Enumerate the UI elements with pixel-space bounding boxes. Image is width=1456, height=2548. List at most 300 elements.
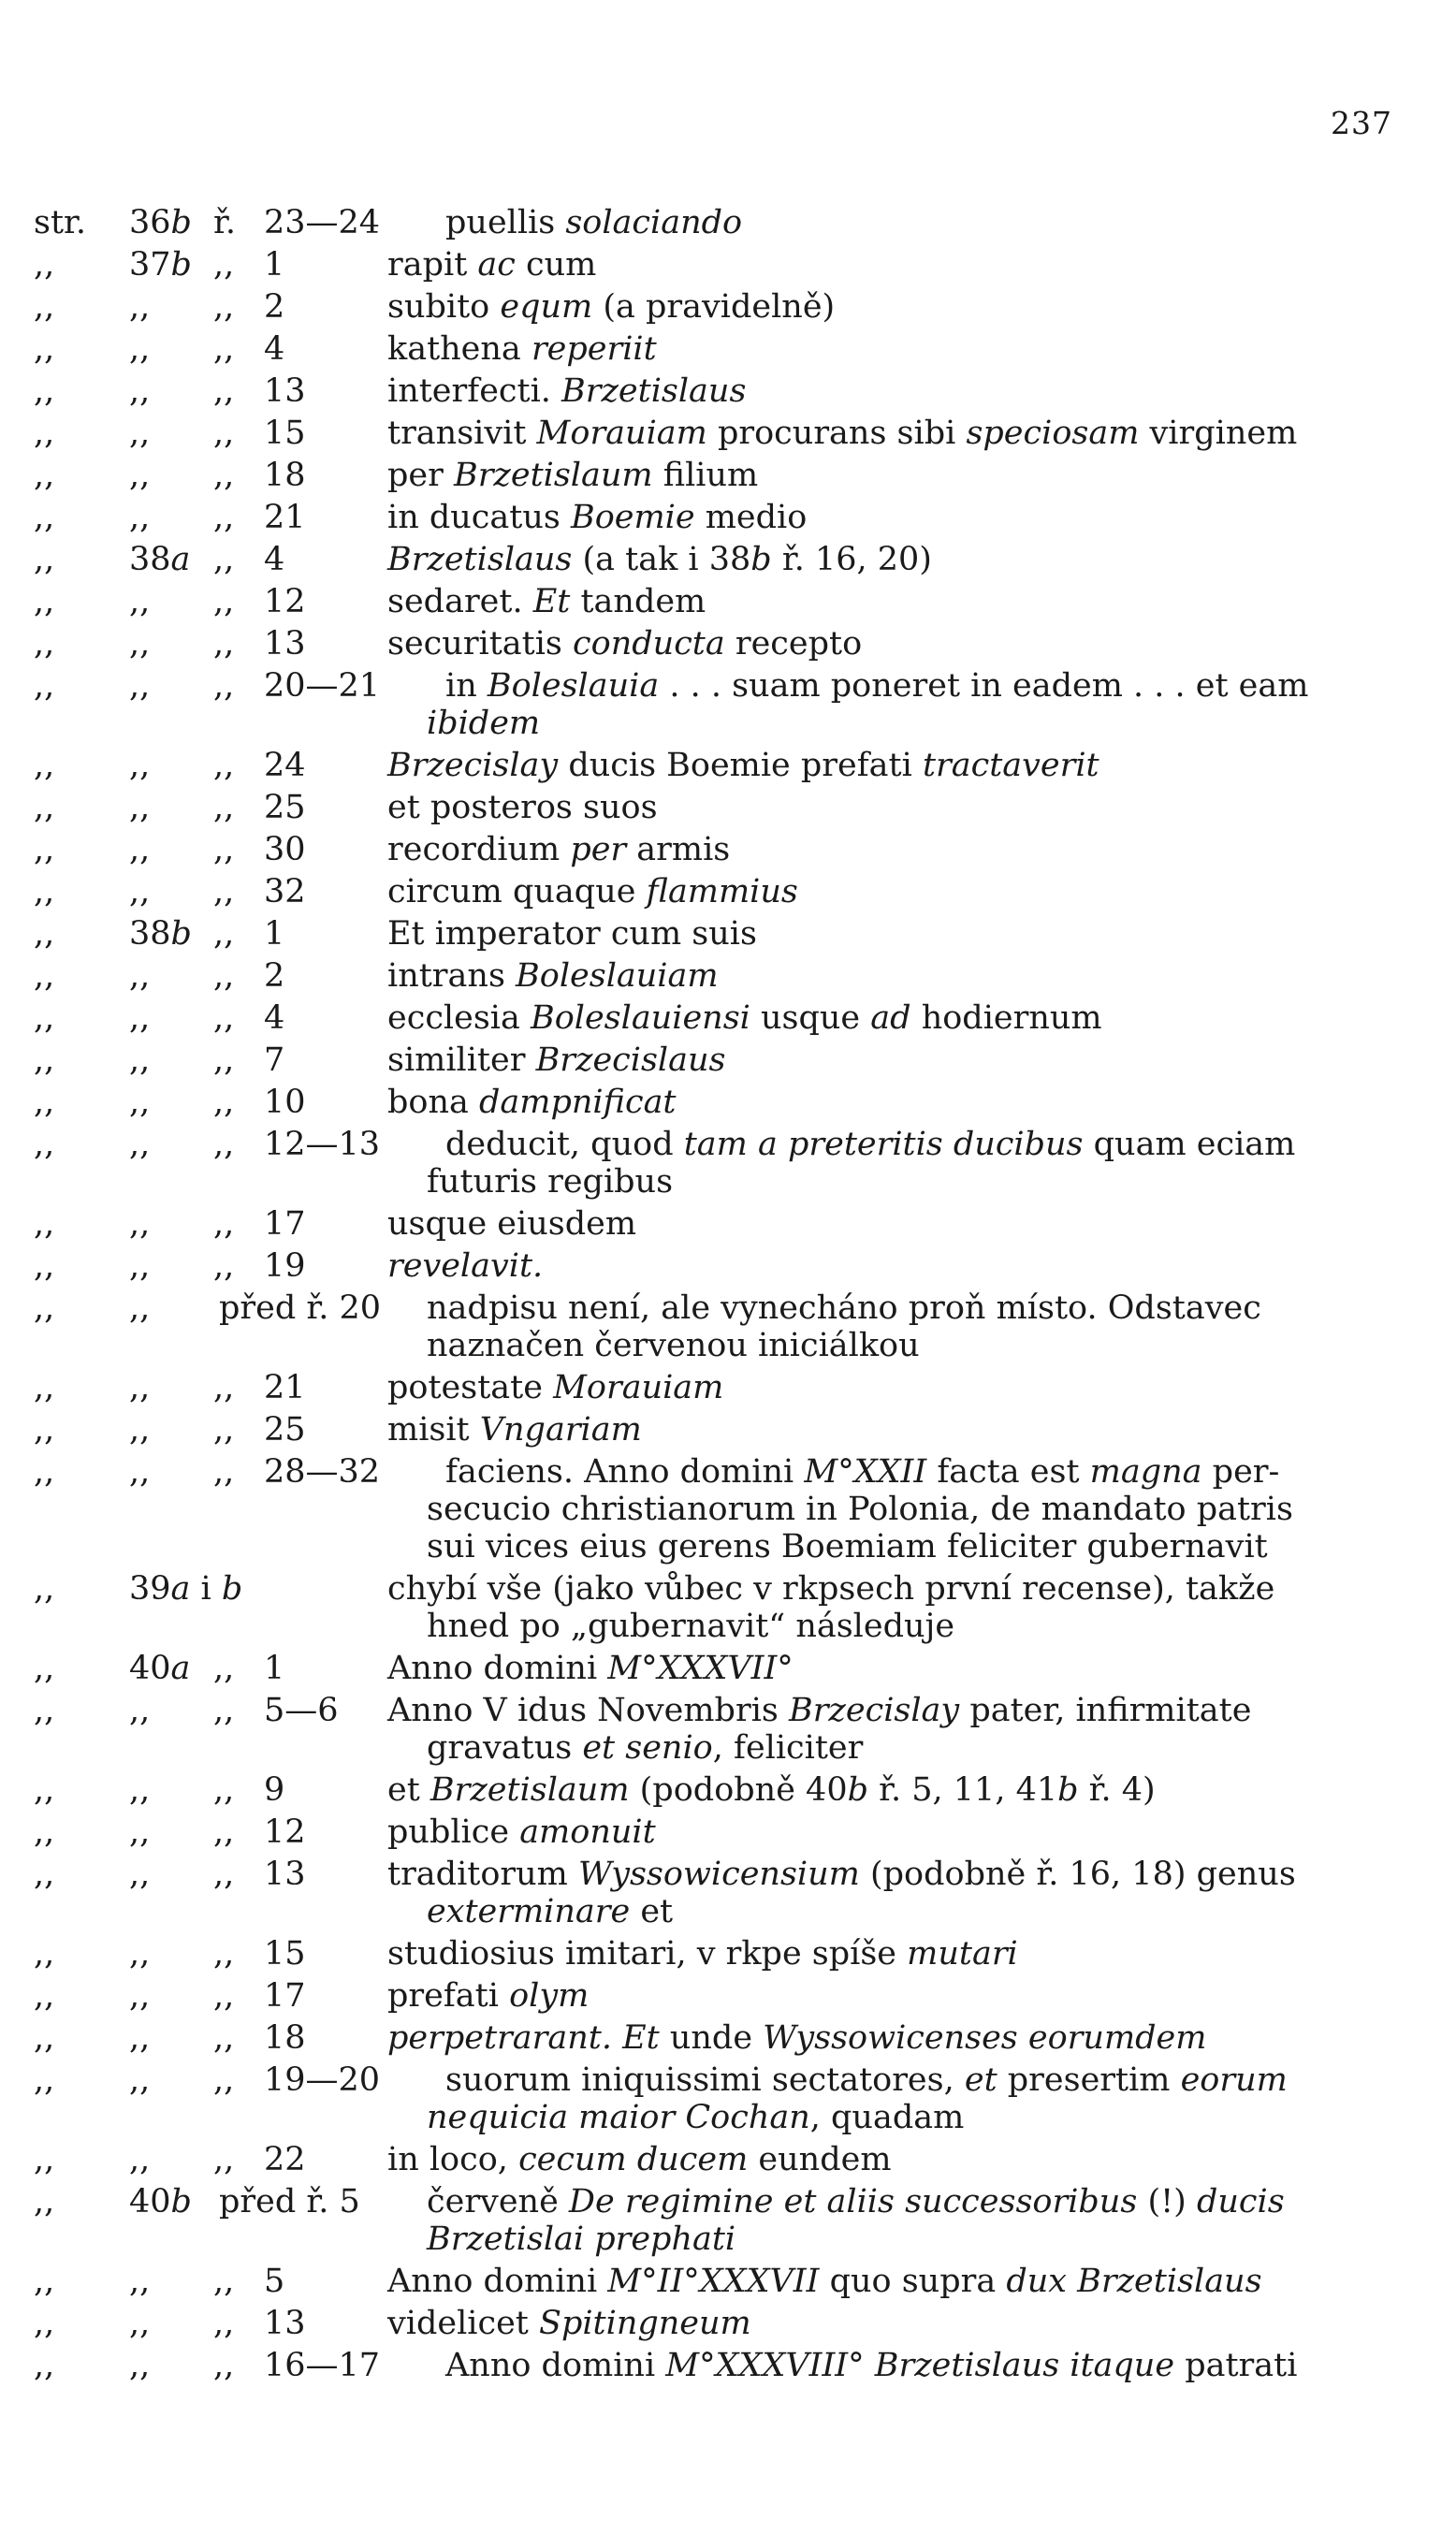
entry-text: usque eiusdem bbox=[387, 1205, 637, 1243]
entry-text: securitatis conducta recepto bbox=[387, 625, 863, 662]
leaf-ref: ,, bbox=[129, 1977, 151, 2015]
row-mark: ,, bbox=[213, 457, 235, 494]
entry-text: Et imperator cum suis bbox=[387, 915, 757, 953]
entry-text: Anno domini M°II°XXXVII quo supra dux Brzetislaus bbox=[387, 2263, 1262, 2300]
row-mark: ,, bbox=[213, 499, 235, 536]
entry-line bbox=[34, 1935, 1419, 1973]
page-ref: ,, bbox=[34, 2305, 55, 2342]
leaf-ref: ,, bbox=[129, 288, 151, 326]
row-mark: ,, bbox=[213, 1369, 235, 1406]
apparatus-list bbox=[34, 204, 1419, 2389]
line-number: 13 bbox=[264, 372, 306, 410]
leaf-ref: ,, bbox=[129, 789, 151, 826]
entry-line bbox=[34, 1771, 1419, 1809]
line-number: 19 bbox=[264, 1247, 306, 1285]
row-mark: ,, bbox=[213, 1692, 235, 1729]
entry-text: Anno V idus Novembris Brzecislay pater, infirmitate bbox=[387, 1692, 1252, 1729]
entry-line bbox=[34, 1856, 1419, 1893]
row-mark: ,, bbox=[213, 583, 235, 620]
leaf-ref: ,, bbox=[129, 1856, 151, 1893]
apparatus-entry bbox=[34, 499, 1419, 536]
line-number: 5—6 bbox=[264, 1692, 339, 1729]
row-mark: ,, bbox=[213, 747, 235, 784]
apparatus-entry bbox=[34, 1041, 1419, 1079]
entry-line bbox=[34, 246, 1419, 284]
row-mark: ,, bbox=[213, 625, 235, 662]
apparatus-entry bbox=[34, 457, 1419, 494]
entry-text: recordium per armis bbox=[387, 831, 731, 868]
apparatus-entry bbox=[34, 873, 1419, 910]
leaf-ref: ,, bbox=[129, 667, 151, 705]
line-number: 21 bbox=[264, 499, 306, 536]
entry-line bbox=[34, 415, 1419, 452]
entry-continuation-line bbox=[34, 1893, 1419, 1930]
line-number: 24 bbox=[264, 747, 306, 784]
apparatus-entry bbox=[34, 372, 1419, 410]
line-number: 22 bbox=[264, 2141, 306, 2178]
entry-line bbox=[34, 625, 1419, 662]
page-ref: ,, bbox=[34, 1041, 55, 1079]
row-mark: ,, bbox=[213, 288, 235, 326]
leaf-ref: ,, bbox=[129, 2347, 151, 2384]
entry-text: traditorum Wyssowicensium (podobně ř. 16, 18) genus bbox=[387, 1856, 1296, 1893]
row-mark: ,, bbox=[213, 1813, 235, 1851]
leaf-ref: ,, bbox=[129, 831, 151, 868]
line-number: 25 bbox=[264, 789, 306, 826]
entry-text: červeně De regimine et aliis successoribus (!) ducis bbox=[427, 2183, 1285, 2220]
apparatus-entry bbox=[34, 915, 1419, 953]
entry-line bbox=[34, 1813, 1419, 1851]
apparatus-entry bbox=[34, 1369, 1419, 1406]
entry-line bbox=[34, 667, 1419, 705]
line-number: 18 bbox=[264, 457, 306, 494]
leaf-ref: ,, bbox=[129, 1126, 151, 1163]
apparatus-entry bbox=[34, 2061, 1419, 2136]
line-number: 13 bbox=[264, 2305, 306, 2342]
entry-line bbox=[34, 1369, 1419, 1406]
line-number: 28—32 bbox=[264, 1453, 381, 1491]
page-ref: ,, bbox=[34, 915, 55, 953]
entry-text: et Brzetislaum (podobně 40b ř. 5, 11, 41b ř. 4) bbox=[387, 1771, 1156, 1809]
entry-line bbox=[34, 789, 1419, 826]
line-number: 17 bbox=[264, 1977, 306, 2015]
entry-line bbox=[34, 1411, 1419, 1449]
row-mark: ,, bbox=[213, 246, 235, 284]
apparatus-entry bbox=[34, 1650, 1419, 1687]
leaf-ref: 37b bbox=[129, 246, 192, 284]
entry-text: similiter Brzecislaus bbox=[387, 1041, 726, 1079]
line-number: 12 bbox=[264, 1813, 306, 1851]
leaf-ref: ,, bbox=[129, 1453, 151, 1491]
page-ref: ,, bbox=[34, 1369, 55, 1406]
page-ref: ,, bbox=[34, 330, 55, 368]
apparatus-entry bbox=[34, 415, 1419, 452]
page-ref: ,, bbox=[34, 999, 55, 1037]
entry-text: bona dampnificat bbox=[387, 1084, 677, 1121]
page-ref: ,, bbox=[34, 1771, 55, 1809]
entry-line bbox=[34, 2347, 1419, 2384]
apparatus-entry bbox=[34, 1570, 1419, 1645]
row-mark: ř. bbox=[213, 204, 237, 241]
apparatus-entry bbox=[34, 667, 1419, 742]
entry-line bbox=[34, 1247, 1419, 1285]
entry-text: revelavit. bbox=[387, 1247, 544, 1285]
row-mark: ,, bbox=[213, 2061, 235, 2099]
entry-text: Brzetislai prephati bbox=[427, 2220, 736, 2258]
page-ref: ,, bbox=[34, 1247, 55, 1285]
row-mark: ,, bbox=[213, 1084, 235, 1121]
entry-text: futuris regibus bbox=[427, 1163, 674, 1201]
row-mark: ,, bbox=[213, 1126, 235, 1163]
entry-text: interfecti. Brzetislaus bbox=[387, 372, 747, 410]
entry-text: deducit, quod tam a preteritis ducibus quam eciam bbox=[445, 1126, 1296, 1163]
leaf-ref: ,, bbox=[129, 1935, 151, 1973]
row-mark: ,, bbox=[213, 831, 235, 868]
entry-text: misit Vngariam bbox=[387, 1411, 642, 1449]
apparatus-entry bbox=[34, 583, 1419, 620]
entry-line bbox=[34, 1650, 1419, 1687]
line-number: 15 bbox=[264, 415, 306, 452]
apparatus-entry bbox=[34, 2347, 1419, 2384]
line-number: 25 bbox=[264, 1411, 306, 1449]
apparatus-entry bbox=[34, 2019, 1419, 2057]
apparatus-entry bbox=[34, 2141, 1419, 2178]
entry-text: in loco, cecum ducem eundem bbox=[387, 2141, 892, 2178]
line-number: 15 bbox=[264, 1935, 306, 1973]
line-number: 13 bbox=[264, 625, 306, 662]
row-mark: ,, bbox=[213, 1411, 235, 1449]
entry-text: publice amonuit bbox=[387, 1813, 656, 1851]
line-number: 18 bbox=[264, 2019, 306, 2057]
leaf-ref: ,, bbox=[129, 1289, 151, 1327]
entry-text: Brzecislay ducis Boemie prefati tractaverit bbox=[387, 747, 1099, 784]
page-ref: ,, bbox=[34, 499, 55, 536]
entry-line bbox=[34, 1084, 1419, 1121]
line-number: 2 bbox=[264, 957, 285, 995]
entry-line bbox=[34, 2061, 1419, 2099]
apparatus-entry bbox=[34, 1411, 1419, 1449]
entry-text: suorum iniquissimi sectatores, et presertim eorum bbox=[445, 2061, 1288, 2099]
entry-line bbox=[34, 2019, 1419, 2057]
leaf-ref: ,, bbox=[129, 1771, 151, 1809]
entry-text: faciens. Anno domini M°XXII facta est magna per- bbox=[445, 1453, 1280, 1491]
page-ref: ,, bbox=[34, 1453, 55, 1491]
apparatus-entry bbox=[34, 1289, 1419, 1364]
row-mark: ,, bbox=[213, 2141, 235, 2178]
entry-text: perpetrarant. Et unde Wyssowicenses eorumdem bbox=[387, 2019, 1207, 2057]
page-ref: ,, bbox=[34, 831, 55, 868]
entry-text: videlicet Spitingneum bbox=[387, 2305, 751, 2342]
row-mark: ,, bbox=[213, 2305, 235, 2342]
row-mark: ,, bbox=[213, 415, 235, 452]
page-ref: ,, bbox=[34, 2183, 55, 2220]
entry-continuation-line bbox=[34, 1608, 1419, 1645]
entry-continuation-line bbox=[34, 1327, 1419, 1364]
entry-text: potestate Morauiam bbox=[387, 1369, 724, 1406]
leaf-ref: ,, bbox=[129, 873, 151, 910]
page-ref: ,, bbox=[34, 625, 55, 662]
entry-line bbox=[34, 873, 1419, 910]
entry-line bbox=[34, 1692, 1419, 1729]
entry-line bbox=[34, 2263, 1419, 2300]
line-number: 20—21 bbox=[264, 667, 381, 705]
row-mark: ,, bbox=[213, 1247, 235, 1285]
line-number: 17 bbox=[264, 1205, 306, 1243]
line-prefix: před ř. 20 bbox=[219, 1289, 382, 1327]
row-mark: ,, bbox=[213, 789, 235, 826]
entry-text: rapit ac cum bbox=[387, 246, 597, 284]
line-number: 21 bbox=[264, 1369, 306, 1406]
entry-line bbox=[34, 957, 1419, 995]
page-ref: ,, bbox=[34, 583, 55, 620]
leaf-ref: ,, bbox=[129, 957, 151, 995]
leaf-ref: 40a bbox=[129, 1650, 191, 1687]
leaf-ref: 38a bbox=[129, 541, 191, 578]
row-mark: ,, bbox=[213, 999, 235, 1037]
apparatus-entry bbox=[34, 2263, 1419, 2300]
entry-line bbox=[34, 499, 1419, 536]
page-ref: ,, bbox=[34, 541, 55, 578]
entry-continuation-line bbox=[34, 705, 1419, 742]
apparatus-entry bbox=[34, 1247, 1419, 1285]
entry-line bbox=[34, 999, 1419, 1037]
row-mark: ,, bbox=[213, 1205, 235, 1243]
row-mark: ,, bbox=[213, 1856, 235, 1893]
row-mark: ,, bbox=[213, 1977, 235, 2015]
entry-continuation-line bbox=[34, 2099, 1419, 2136]
page-ref: ,, bbox=[34, 1205, 55, 1243]
apparatus-entry bbox=[34, 246, 1419, 284]
row-mark: ,, bbox=[213, 330, 235, 368]
page-ref: ,, bbox=[34, 457, 55, 494]
leaf-ref: ,, bbox=[129, 1205, 151, 1243]
leaf-ref: ,, bbox=[129, 1411, 151, 1449]
line-number: 12 bbox=[264, 583, 306, 620]
page-ref: ,, bbox=[34, 415, 55, 452]
apparatus-entry bbox=[34, 2183, 1419, 2258]
row-mark: ,, bbox=[213, 541, 235, 578]
row-mark: ,, bbox=[213, 1650, 235, 1687]
line-number: 1 bbox=[264, 915, 285, 953]
leaf-ref: 38b bbox=[129, 915, 192, 953]
leaf-ref: ,, bbox=[129, 747, 151, 784]
apparatus-entry bbox=[34, 204, 1419, 241]
entry-text: nadpisu není, ale vynecháno proň místo. Odstavec bbox=[427, 1289, 1261, 1327]
leaf-ref: ,, bbox=[129, 583, 151, 620]
leaf-ref: ,, bbox=[129, 415, 151, 452]
leaf-ref: ,, bbox=[129, 2263, 151, 2300]
row-mark: ,, bbox=[213, 873, 235, 910]
line-number: 32 bbox=[264, 873, 306, 910]
entry-text: hned po „gubernavit“ následuje bbox=[427, 1608, 955, 1645]
leaf-ref: ,, bbox=[129, 1369, 151, 1406]
entry-line bbox=[34, 1041, 1419, 1079]
leaf-ref: 36b bbox=[129, 204, 192, 241]
entry-text: kathena reperiit bbox=[387, 330, 657, 368]
entry-text: et posteros suos bbox=[387, 789, 658, 826]
page-ref: ,, bbox=[34, 1289, 55, 1327]
entry-line bbox=[34, 2183, 1419, 2220]
leaf-ref: ,, bbox=[129, 1247, 151, 1285]
row-mark: ,, bbox=[213, 915, 235, 953]
line-number: 12—13 bbox=[264, 1126, 381, 1163]
entry-text: secucio christianorum in Polonia, de mandato patris bbox=[427, 1491, 1293, 1528]
row-mark: ,, bbox=[213, 2019, 235, 2057]
leaf-ref: ,, bbox=[129, 999, 151, 1037]
page-ref: ,, bbox=[34, 2263, 55, 2300]
apparatus-entry bbox=[34, 747, 1419, 784]
entry-line bbox=[34, 288, 1419, 326]
entry-text: ibidem bbox=[427, 705, 541, 742]
apparatus-entry bbox=[34, 957, 1419, 995]
entry-line bbox=[34, 330, 1419, 368]
entry-text: prefati olym bbox=[387, 1977, 590, 2015]
leaf-ref: ,, bbox=[129, 2019, 151, 2057]
page-ref: ,, bbox=[34, 1650, 55, 1687]
page-ref: ,, bbox=[34, 372, 55, 410]
entry-text: studiosius imitari, v rkpe spíše mutari bbox=[387, 1935, 1018, 1973]
row-mark: ,, bbox=[213, 2263, 235, 2300]
row-mark: ,, bbox=[213, 1771, 235, 1809]
entry-text: Anno domini M°XXXVII° bbox=[387, 1650, 794, 1687]
leaf-ref: ,, bbox=[129, 1813, 151, 1851]
entry-text: in ducatus Boemie medio bbox=[387, 499, 808, 536]
entry-text: circum quaque flammius bbox=[387, 873, 798, 910]
leaf-ref: ,, bbox=[129, 330, 151, 368]
entry-text: nequicia maior Cochan, quadam bbox=[427, 2099, 965, 2136]
entry-line bbox=[34, 541, 1419, 578]
entry-continuation-line bbox=[34, 1491, 1419, 1528]
page-ref: ,, bbox=[34, 747, 55, 784]
page-ref: ,, bbox=[34, 288, 55, 326]
page-ref: ,, bbox=[34, 1692, 55, 1729]
line-number: 16—17 bbox=[264, 2347, 381, 2384]
leaf-ref: ,, bbox=[129, 1692, 151, 1729]
apparatus-entry bbox=[34, 1205, 1419, 1243]
entry-line bbox=[34, 2305, 1419, 2342]
entry-text: transivit Morauiam procurans sibi speciosam virginem bbox=[387, 415, 1298, 452]
apparatus-entry bbox=[34, 1935, 1419, 1973]
entry-text: sui vices eius gerens Boemiam feliciter gubernavit bbox=[427, 1528, 1268, 1565]
page-ref: ,, bbox=[34, 246, 55, 284]
page-ref: ,, bbox=[34, 1411, 55, 1449]
entry-line bbox=[34, 204, 1419, 241]
entry-text: Brzetislaus (a tak i 38b ř. 16, 20) bbox=[387, 541, 932, 578]
line-number: 4 bbox=[264, 541, 285, 578]
line-prefix: před ř. 5 bbox=[219, 2183, 360, 2220]
line-number: 9 bbox=[264, 1771, 285, 1809]
entry-continuation-line bbox=[34, 1729, 1419, 1767]
leaf-ref: 40b bbox=[129, 2183, 192, 2220]
entry-continuation-line bbox=[34, 1163, 1419, 1201]
page-ref: ,, bbox=[34, 957, 55, 995]
apparatus-entry bbox=[34, 2305, 1419, 2342]
entry-line bbox=[34, 1289, 1419, 1327]
line-number: 1 bbox=[264, 246, 285, 284]
leaf-ref: ,, bbox=[129, 457, 151, 494]
page-ref: ,, bbox=[34, 2061, 55, 2099]
entry-text: chybí vše (jako vůbec v rkpsech první recense), takže bbox=[387, 1570, 1275, 1608]
entry-line bbox=[34, 2141, 1419, 2178]
row-mark: ,, bbox=[213, 372, 235, 410]
page-ref: ,, bbox=[34, 1977, 55, 2015]
entry-line bbox=[34, 1453, 1419, 1491]
entry-line bbox=[34, 457, 1419, 494]
page-ref: ,, bbox=[34, 1570, 55, 1608]
page-ref: ,, bbox=[34, 1084, 55, 1121]
entry-text: in Boleslauia . . . suam poneret in eadem . . . et eam bbox=[445, 667, 1309, 705]
apparatus-entry bbox=[34, 625, 1419, 662]
line-number: 7 bbox=[264, 1041, 285, 1079]
entry-text: exterminare et bbox=[427, 1893, 674, 1930]
entry-line bbox=[34, 1205, 1419, 1243]
entry-text: intrans Boleslauiam bbox=[387, 957, 719, 995]
apparatus-entry bbox=[34, 1856, 1419, 1930]
apparatus-entry bbox=[34, 789, 1419, 826]
entry-text: sedaret. Et tandem bbox=[387, 583, 706, 620]
entry-continuation-line bbox=[34, 1528, 1419, 1565]
page-ref: ,, bbox=[34, 2141, 55, 2178]
entry-text: gravatus et senio, feliciter bbox=[427, 1729, 864, 1767]
entry-text: subito equm (a pravidelně) bbox=[387, 288, 836, 326]
page-ref: ,, bbox=[34, 2019, 55, 2057]
apparatus-entry bbox=[34, 330, 1419, 368]
leaf-ref: ,, bbox=[129, 2061, 151, 2099]
leaf-ref: ,, bbox=[129, 1084, 151, 1121]
entry-line bbox=[34, 747, 1419, 784]
line-number: 4 bbox=[264, 330, 285, 368]
row-mark: ,, bbox=[213, 667, 235, 705]
row-mark: ,, bbox=[213, 2347, 235, 2384]
line-number: 13 bbox=[264, 1856, 306, 1893]
page-ref: ,, bbox=[34, 1935, 55, 1973]
row-mark: ,, bbox=[213, 957, 235, 995]
leaf-ref: ,, bbox=[129, 2305, 151, 2342]
leaf-ref: ,, bbox=[129, 499, 151, 536]
entry-line bbox=[34, 583, 1419, 620]
entry-line bbox=[34, 1977, 1419, 2015]
apparatus-entry bbox=[34, 1084, 1419, 1121]
leaf-ref: ,, bbox=[129, 625, 151, 662]
entry-text: puellis solaciando bbox=[445, 204, 743, 241]
apparatus-entry bbox=[34, 999, 1419, 1037]
apparatus-entry bbox=[34, 1453, 1419, 1565]
leaf-ref: ,, bbox=[129, 1041, 151, 1079]
page-ref: str. bbox=[34, 204, 87, 241]
line-number: 4 bbox=[264, 999, 285, 1037]
line-number: 30 bbox=[264, 831, 306, 868]
apparatus-entry bbox=[34, 1692, 1419, 1767]
entry-text: ecclesia Boleslauiensi usque ad hodiernum bbox=[387, 999, 1102, 1037]
apparatus-entry bbox=[34, 288, 1419, 326]
line-number: 19—20 bbox=[264, 2061, 381, 2099]
entry-text: Anno domini M°XXXVIII° Brzetislaus itaque patrati bbox=[445, 2347, 1298, 2384]
entry-text: per Brzetislaum filium bbox=[387, 457, 759, 494]
line-number: 2 bbox=[264, 288, 285, 326]
page-ref: ,, bbox=[34, 667, 55, 705]
apparatus-entry bbox=[34, 1126, 1419, 1201]
row-mark: ,, bbox=[213, 1041, 235, 1079]
page-ref: ,, bbox=[34, 2347, 55, 2384]
page-ref: ,, bbox=[34, 1126, 55, 1163]
line-number: 10 bbox=[264, 1084, 306, 1121]
entry-line bbox=[34, 372, 1419, 410]
page-ref: ,, bbox=[34, 1856, 55, 1893]
entry-line bbox=[34, 831, 1419, 868]
page-ref: ,, bbox=[34, 873, 55, 910]
page-ref: ,, bbox=[34, 1813, 55, 1851]
entry-line bbox=[34, 915, 1419, 953]
